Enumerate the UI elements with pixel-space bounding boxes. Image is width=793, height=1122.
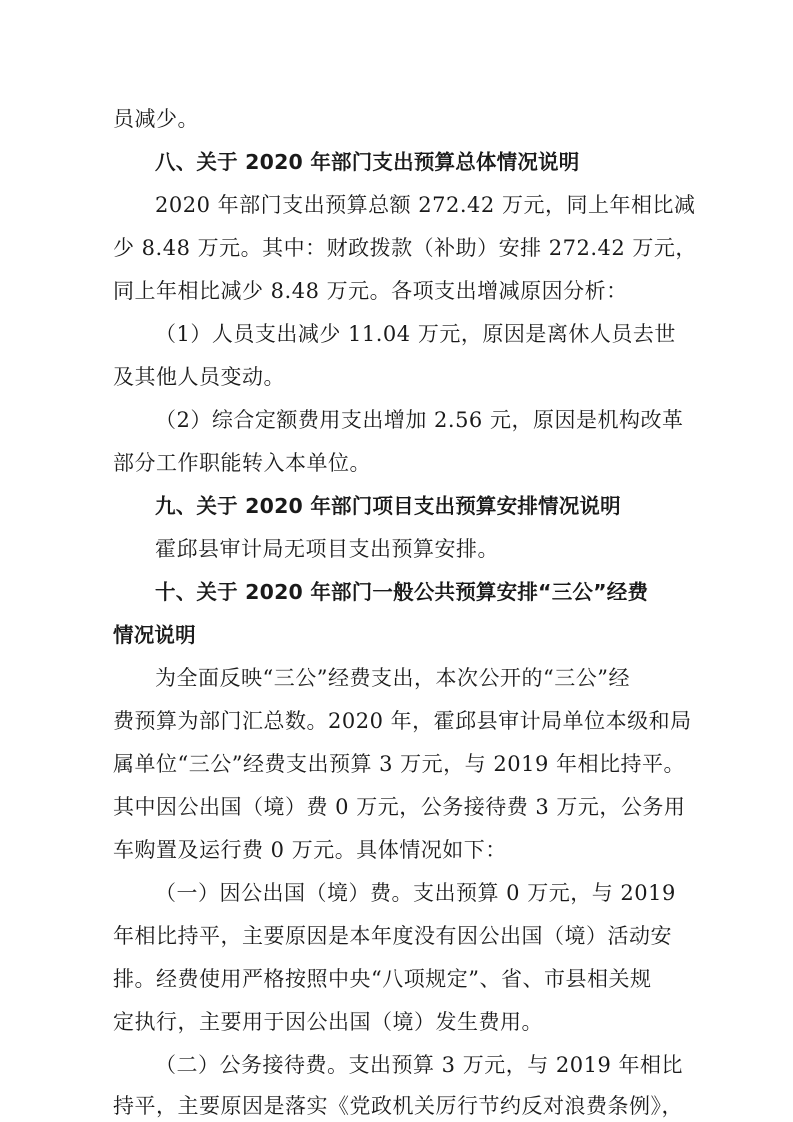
paragraph-line: （2）综合定额费用支出增加 2.56 元，原因是机构改革 [155, 408, 684, 432]
paragraph-line: 2020 年部门支出预算总额 272.42 万元，同上年相比减 [155, 193, 696, 217]
paragraph-line: 霍邱县审计局无项目支出预算安排。 [155, 537, 499, 561]
section-heading-9: 九、关于 2020 年部门项目支出预算安排情况说明 [155, 494, 621, 518]
paragraph-line: 排。经费使用严格按照中央“八项规定”、省、市县相关规 [113, 967, 652, 991]
paragraph-line: 属单位“三公”经费支出预算 3 万元，与 2019 年相比持平。 [113, 752, 685, 776]
paragraph-line: 为全面反映“三公”经费支出，本次公开的“三公”经 [155, 666, 630, 690]
paragraph-line: （一）因公出国（境）费。支出预算 0 万元，与 2019 [155, 881, 676, 905]
paragraph-line: 其中因公出国（境）费 0 万元，公务接待费 3 万元，公务用 [113, 795, 686, 819]
paragraph-line: 员减少。 [113, 107, 199, 131]
section-heading-10-continued: 情况说明 [113, 623, 196, 647]
paragraph-line: 车购置及运行费 0 万元。具体情况如下： [113, 838, 507, 862]
paragraph-line: 定执行，主要用于因公出国（境）发生费用。 [113, 1010, 543, 1034]
section-heading-10: 十、关于 2020 年部门一般公共预算安排“三公”经费 [155, 580, 649, 604]
paragraph-line: 同上年相比减少 8.48 万元。各项支出增减原因分析： [113, 279, 628, 303]
section-heading-8: 八、关于 2020 年部门支出预算总体情况说明 [155, 150, 580, 174]
paragraph-line: 及其他人员变动。 [113, 365, 285, 389]
paragraph-line: 部分工作职能转入本单位。 [113, 451, 371, 475]
paragraph-line: 年相比持平，主要原因是本年度没有因公出国（境）活动安 [113, 924, 672, 948]
paragraph-line: （二）公务接待费。支出预算 3 万元，与 2019 年相比 [155, 1053, 684, 1077]
paragraph-line: （1）人员支出减少 11.04 万元，原因是离休人员去世 [155, 322, 676, 346]
paragraph-line: 少 8.48 万元。其中：财政拨款（补助）安排 272.42 万元， [113, 236, 697, 260]
paragraph-line: 持平，主要原因是落实《党政机关厉行节约反对浪费条例》， [113, 1094, 683, 1118]
paragraph-line: 费预算为部门汇总数。2020 年，霍邱县审计局单位本级和局 [113, 709, 692, 733]
